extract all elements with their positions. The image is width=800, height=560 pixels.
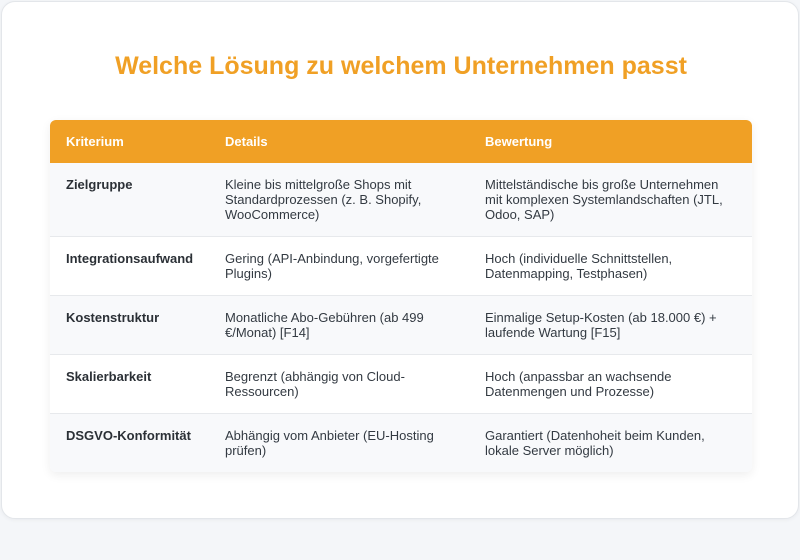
- cell-bewertung: Mittelständische bis große Unternehmen mit komplexen Systemlandschaften (JTL, Odoo, SAP): [469, 163, 752, 237]
- cell-kriterium: Kostenstruktur: [50, 296, 209, 355]
- table-body: [50, 163, 752, 472]
- table-header-row: [50, 120, 752, 163]
- cell-details: Kleine bis mittelgroße Shops mit Standardprozessen (z. B. Shopify, WooCommerce): [209, 163, 469, 237]
- cell-kriterium: Integrationsaufwand: [50, 237, 209, 296]
- table-header: [50, 120, 752, 163]
- cell-bewertung: Hoch (anpassbar an wachsende Datenmengen und Prozesse): [469, 355, 752, 414]
- table-row: [50, 355, 752, 414]
- cell-details: Monatliche Abo-Gebühren (ab 499 €/Monat) [F14]: [209, 296, 469, 355]
- cell-bewertung: Garantiert (Datenhoheit beim Kunden, lokale Server möglich): [469, 414, 752, 473]
- cell-kriterium: Skalierbarkeit: [50, 355, 209, 414]
- table-row: [50, 414, 752, 473]
- cell-bewertung: Einmalige Setup-Kosten (ab 18.000 €) + laufende Wartung [F15]: [469, 296, 752, 355]
- cell-details: Gering (API-Anbindung, vorgefertigte Plugins): [209, 237, 469, 296]
- cell-details: Abhängig vom Anbieter (EU-Hosting prüfen): [209, 414, 469, 473]
- cell-bewertung: Hoch (individuelle Schnittstellen, Datenmapping, Testphasen): [469, 237, 752, 296]
- column-header-bewertung: Bewertung: [469, 120, 752, 163]
- column-header-details: Details: [209, 120, 469, 163]
- content-card: [1, 1, 799, 519]
- cell-details: Begrenzt (abhängig von Cloud-Ressourcen): [209, 355, 469, 414]
- table-row: [50, 237, 752, 296]
- cell-kriterium: Zielgruppe: [50, 163, 209, 237]
- column-header-kriterium: Kriterium: [50, 120, 209, 163]
- comparison-table: [50, 120, 752, 472]
- cell-kriterium: DSGVO-Konformität: [50, 414, 209, 473]
- comparison-table-container: [50, 120, 752, 472]
- page-title: Welche Lösung zu welchem Unternehmen passt: [115, 52, 687, 80]
- table-row: [50, 296, 752, 355]
- table-row: [50, 163, 752, 237]
